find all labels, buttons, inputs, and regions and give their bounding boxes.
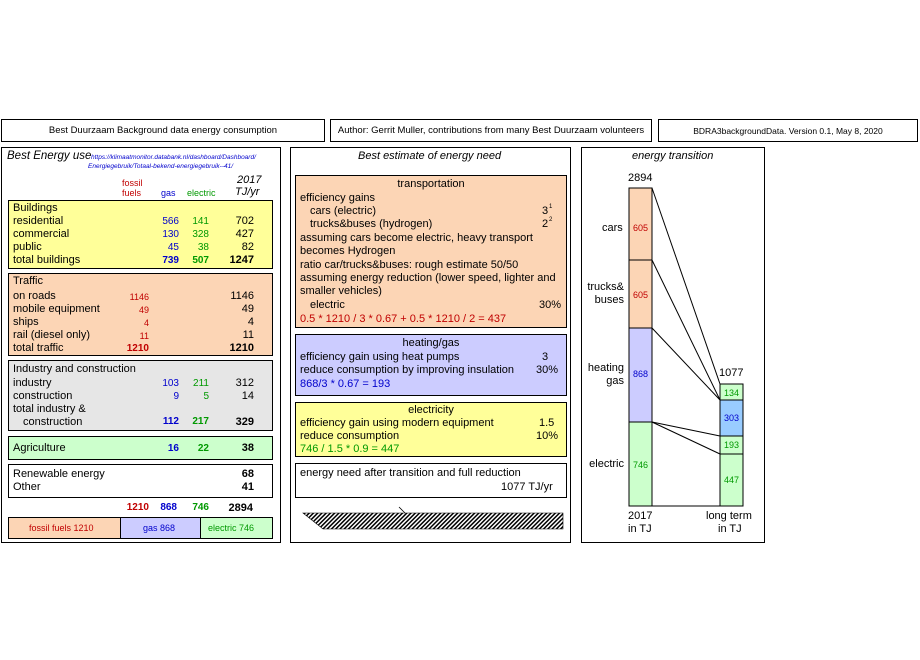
source-link-2[interactable]: Energiegebruik/Totaal-bekend-energiegebruik--41/	[88, 163, 234, 170]
other-box	[8, 464, 273, 498]
label-cars: cars	[602, 222, 623, 234]
grand-row-total: 329	[235, 416, 254, 428]
electric-total: 217	[192, 416, 209, 427]
total-label-2: construction	[23, 416, 83, 428]
seg-value-r3: 193	[723, 440, 740, 450]
total-value: 38	[241, 442, 254, 454]
label-gas: gas	[606, 375, 624, 387]
transportation-title: transportation	[397, 178, 465, 190]
row-label: industry	[13, 377, 52, 389]
buildings-title: Buildings	[13, 202, 58, 214]
heating-title: heating/gas	[402, 337, 460, 349]
total-value: 41	[241, 481, 254, 493]
label-trucks: trucks&	[587, 281, 624, 293]
connector-line	[652, 328, 720, 400]
seg-value-heating: 868	[632, 369, 649, 379]
row-label: Renewable energy	[13, 468, 105, 480]
seg-value-r2: 303	[723, 413, 740, 423]
grand-row-total: 1210	[229, 342, 254, 354]
fossil-value: 49	[138, 305, 149, 315]
title-box	[1, 119, 325, 142]
text-line: reduce consumption by improving insulation	[300, 364, 515, 376]
energy-use-title: Best Energy use	[7, 150, 92, 162]
legend-electric	[200, 517, 273, 539]
electric-total: 507	[192, 255, 209, 266]
gas-value: 16	[167, 443, 179, 454]
text-line: becomes Hydrogen	[300, 245, 396, 257]
total-value: 82	[241, 241, 254, 253]
gas-value: 45	[167, 242, 179, 253]
electric-value: 328	[192, 229, 209, 240]
gas-value: 566	[162, 216, 179, 227]
text-line: assuming energy reduction (lower speed, lighter and	[300, 272, 556, 284]
row-label: ships	[13, 316, 39, 328]
electric-value: 5	[203, 391, 209, 402]
gas-value: 130	[162, 229, 179, 240]
text-line: trucks&buses (hydrogen)	[310, 218, 433, 230]
col-year-header: 2017	[237, 174, 262, 186]
seg-value-r1: 134	[723, 388, 740, 398]
connector-line	[652, 188, 720, 384]
total-value: 14	[241, 390, 254, 402]
transition-title: energy transition	[632, 150, 714, 162]
trucks-factor: 2	[542, 218, 549, 230]
col-fossil-header: fossil	[122, 178, 143, 188]
traffic-title: Traffic	[13, 275, 43, 287]
row-label: residential	[13, 215, 64, 227]
col-electric-header: electric	[187, 188, 216, 198]
grand-gas: 868	[160, 502, 177, 513]
left-total: 2894	[628, 172, 653, 184]
seg-value-trucks: 605	[632, 290, 649, 300]
electric-value: 211	[193, 378, 209, 389]
total-value: 68	[241, 468, 254, 480]
text-line: efficiency gains	[300, 192, 376, 204]
grand-total: 2894	[228, 502, 253, 514]
x-label-longterm-unit: in TJ	[718, 523, 742, 535]
footnote: 1	[549, 204, 553, 210]
text-line: smaller vehicles)	[300, 285, 382, 297]
text-line: cars (electric)	[310, 205, 377, 217]
legend-electric-label: electric 746	[208, 523, 255, 533]
row-label: mobile equipment	[13, 303, 100, 315]
seg-value-cars: 605	[632, 223, 649, 233]
total-value: 702	[235, 215, 254, 227]
label-heating: heating	[587, 362, 624, 374]
arrow-decoration	[295, 505, 567, 535]
transition-diagram	[582, 148, 766, 544]
fossil-total: 1210	[126, 343, 149, 354]
row-label: public	[13, 241, 42, 253]
energy-need-title: Best estimate of energy need	[358, 150, 502, 162]
industry-title: Industry and construction	[13, 363, 136, 375]
total-label: total traffic	[13, 342, 64, 354]
electric-value: 22	[197, 443, 209, 454]
row-label: commercial	[13, 228, 70, 240]
energy-transition-panel	[581, 147, 765, 543]
source-link-1[interactable]: https://klimaatmonitor.databank.nl/dashboard/Dashboard/	[91, 154, 256, 161]
legend-gas-label: gas 868	[143, 523, 176, 533]
agriculture-box	[8, 436, 273, 460]
transport-calc: 0.5 * 1210 / 3 * 0.67 + 0.5 * 1210 / 2 = 437	[300, 313, 507, 325]
total-label: total industry &	[13, 403, 86, 415]
row-label: construction	[13, 390, 73, 402]
electricity-title: electricity	[408, 404, 454, 416]
total-value: 11	[242, 329, 254, 341]
total-label: total buildings	[13, 254, 81, 266]
seg-value-electric: 746	[632, 460, 649, 470]
author-box	[330, 119, 652, 142]
right-total: 1077	[719, 367, 744, 379]
label-electric: electric	[589, 458, 624, 470]
need-total: 1077 TJ/yr	[501, 481, 553, 493]
equipment-factor: 1.5	[539, 417, 555, 429]
legend-fossil	[8, 517, 121, 539]
energy-need-panel	[290, 147, 571, 543]
reduction-value: 30%	[539, 299, 562, 311]
grand-row-total: 1247	[229, 254, 254, 266]
insulation-value: 30%	[536, 364, 559, 376]
footnote: 2	[549, 217, 553, 223]
x-label-2017-unit: in TJ	[628, 523, 652, 535]
electric-value: 141	[192, 216, 209, 227]
version-text: BDRA3backgroundData. Version 0.1, May 8, 2020	[693, 125, 883, 136]
row-label: Agriculture	[13, 442, 66, 454]
fossil-value: 1146	[129, 292, 149, 302]
text-line: assuming cars become electric, heavy transport	[300, 232, 533, 244]
col-fossil-header-2: fuels	[122, 188, 142, 198]
seg-value-r4: 447	[723, 475, 740, 485]
connector-line	[652, 422, 720, 436]
buildings-box	[8, 200, 273, 269]
page-title: Best Duurzaam Background data energy consumption	[48, 125, 278, 136]
heatpump-factor: 3	[542, 351, 549, 363]
connector-line	[652, 260, 720, 400]
gas-value: 9	[173, 391, 179, 402]
electric-value: 38	[197, 242, 209, 253]
grand-fossil: 1210	[126, 502, 149, 513]
row-label: Other	[13, 481, 41, 493]
legend-gas	[120, 517, 201, 539]
row-label: on roads	[13, 290, 56, 302]
gas-value: 103	[162, 378, 179, 389]
row-label: rail (diesel only)	[13, 329, 91, 341]
reduction-value: 10%	[536, 430, 559, 442]
text-line: efficiency gain using modern equipment	[300, 417, 494, 429]
label-buses: buses	[594, 294, 624, 306]
text-line: reduce consumption	[300, 430, 400, 442]
total-value: 312	[235, 377, 254, 389]
gas-total: 112	[162, 416, 179, 427]
total-value: 1146	[230, 290, 254, 302]
need-box	[295, 463, 567, 498]
gas-total: 739	[162, 255, 179, 266]
text-line: efficiency gain using heat pumps	[300, 351, 460, 363]
text-line: energy need after transition and full reduction	[300, 467, 521, 479]
x-label-2017: 2017	[628, 510, 653, 522]
text-line: ratio car/trucks&buses: rough estimate 50/50	[300, 259, 519, 271]
total-value: 49	[241, 303, 254, 315]
fossil-value: 11	[139, 331, 149, 341]
x-label-longterm: long term	[706, 510, 752, 522]
heating-calc: 868/3 * 0.67 = 193	[300, 378, 391, 390]
col-gas-header: gas	[161, 188, 176, 198]
connector-line	[652, 422, 720, 454]
total-value: 427	[235, 228, 254, 240]
electricity-calc: 746 / 1.5 * 0.9 = 447	[300, 443, 400, 455]
electricity-box	[295, 402, 567, 457]
energy-use-panel	[1, 147, 281, 543]
heating-box	[295, 334, 567, 396]
fossil-value: 4	[143, 318, 149, 328]
author-text: Author: Gerrit Muller, contributions from many Best Duurzaam volunteers	[337, 125, 645, 136]
cars-factor: 3	[542, 205, 549, 217]
text-line: electric	[310, 299, 345, 311]
grand-electric: 746	[192, 502, 209, 513]
col-unit-header: TJ/yr	[235, 186, 260, 198]
legend-fossil-label: fossil fuels 1210	[29, 523, 94, 533]
total-value: 4	[247, 316, 254, 328]
transportation-box	[295, 175, 567, 328]
traffic-box	[8, 273, 273, 356]
industry-box	[8, 360, 273, 431]
version-box	[658, 119, 918, 142]
